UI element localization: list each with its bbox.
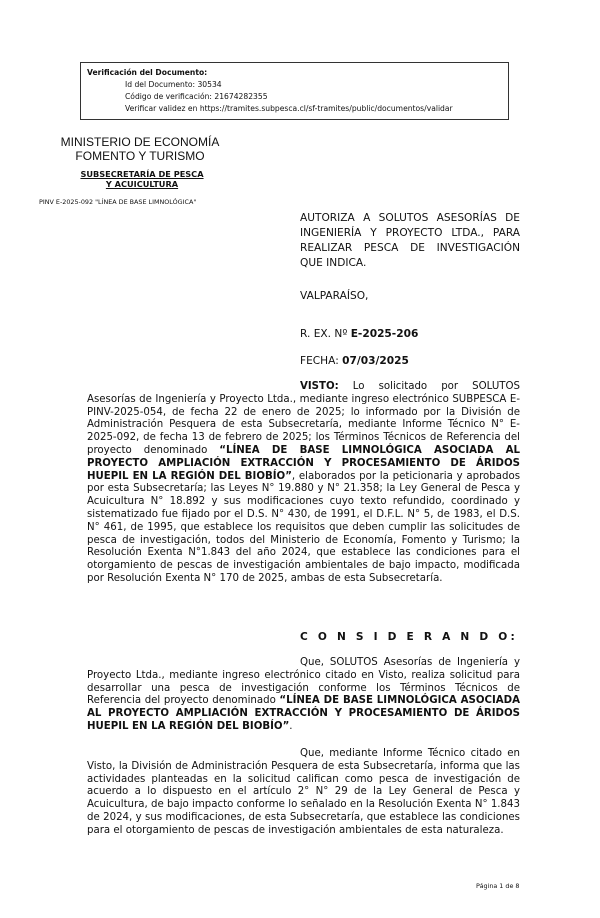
visto-text-2: , elaborados por la peticionaria y aprobados por esta Subsecretaría; las Leyes N° 19.880 y N° 21.358; la Ley General de Pesca y Acuicultura N° 18.892 y sus modificaciones cuyo texto refundido, coordinado y sistematizado fue fijado por el D.S. N° 430, de 1991, el D.F.L. N° 5, de 1983, el D.S. N° 461, de 1995, que establece los requisitos que deben cumplir las solicitudes de pesca de investigación, todos del Ministerio de Economía, Fomento y Turismo; la Resolución Exenta N°1.843 del año 2024, que establece las condiciones para el otorgamiento de pescas de investigación ambientales de bajo impacto, modificada por Resolución Exenta N° 170 de 2025, ambas de esta Subsecretaría. <box>87 470 520 584</box>
visto-paragraph <box>87 381 520 586</box>
date-label: FECHA: <box>300 355 343 367</box>
page-number: Página 1 de 8 <box>476 882 520 890</box>
resolution-label: R. EX. Nº <box>300 328 351 340</box>
resolution-subject: AUTORIZA A SOLUTOS ASESORÍAS DE INGENIERÍA Y PROYECTO LTDA., PARA REALIZAR PESCA DE INVESTIGACIÓN QUE INDICA. <box>300 212 520 269</box>
verification-link[interactable]: • Verificar validez en https://tramites.subpesca.cl/sf-tramites/public/documentos/validar <box>125 103 502 115</box>
resolution-date <box>300 355 409 367</box>
date-value: 07/03/2025 <box>342 355 409 367</box>
resolution-value: E-2025-206 <box>350 328 419 340</box>
resolution-number <box>300 328 418 340</box>
considerando-title: C O N S I D E R A N D O: <box>300 631 518 643</box>
considerando-1-project: “LÍNEA DE BASE LIMNOLÓGICA ASOCIADA AL PROYECTO AMPLIACIÓN EXTRACCIÓN Y PROCESAMIENTO DE ÁRIDOS HUEPIL EN LA REGIÓN DEL BIOBÍO” <box>87 695 520 732</box>
pinv-reference: PINV E-2025-092 "LÍNEA DE BASE LIMNOLÓGICA" <box>39 198 197 206</box>
considerando-paragraph-2 <box>87 748 520 838</box>
ministry-line-2: FOMENTO Y TURISMO <box>75 149 205 163</box>
verification-title: Verificación del Documento: <box>87 68 208 77</box>
considerando-1-text: Que, SOLUTOS Asesorías de Ingeniería y Proyecto Ltda., mediante ingreso electrónico citado en Visto, realiza solicitud para desarrollar una pesca de investigación conforme los Términos Técnicos de Referencia del proyecto denominado <box>87 657 520 707</box>
verification-id: • Id del Documento: 30534 <box>125 79 502 91</box>
visto-project-name: “LÍNEA DE BASE LIMNOLÓGICA ASOCIADA AL PROYECTO AMPLIACIÓN EXTRACCIÓN Y PROCESAMIENTO DE ÁRIDOS HUEPIL EN LA REGIÓN DEL BIOBÍO” <box>87 444 521 482</box>
considerando-1-end: . <box>289 720 293 732</box>
place: VALPARAÍSO, <box>300 290 369 302</box>
visto-label: VISTO: <box>300 381 339 392</box>
considerando-paragraph-1 <box>87 657 520 734</box>
ministry-line-1: MINISTERIO DE ECONOMÍA <box>60 135 220 149</box>
verification-list <box>87 79 502 115</box>
considerando-2-text: Que, mediante Informe Técnico citado en Visto, la División de Administración Pesquera de esta Subsecretaría, informa que las actividades planteadas en la solicitud califican como pesca de investigación de acuerdo a lo dispuesto en el artículo 2° N° 29 de la Ley General de Pesca y Acuicultura, de bajo impacto conforme lo señalado en la Resolución Exenta N° 1.843 de 2024, y sus modificaciones, de esta Subsecretaría, que establece las condiciones para el otorgamiento de pescas de investigación ambientales de esta naturaleza. <box>87 748 520 836</box>
verification-code: • Código de verificación: 21674282355 <box>125 91 502 103</box>
subsecretaria-heading: SUBSECRETARÍA DE PESCA Y ACUICULTURA <box>80 169 204 189</box>
ministry-heading <box>48 135 232 163</box>
visto-text-1: Lo solicitado por SOLUTOS Asesorías de Ingeniería y Proyecto Ltda., mediante ingreso electrónico SUBPESCA E-PINV-2025-054, de fecha 22 de enero de 2025; lo informado por la División de Administración Pesquera de esta Subsecretaría, mediante Informe Técnico N° E-2025-092, de fecha 13 de febrero de 2025; los Términos Técnicos de Referencia del proyecto denominado <box>87 381 520 456</box>
verification-box <box>80 62 509 120</box>
